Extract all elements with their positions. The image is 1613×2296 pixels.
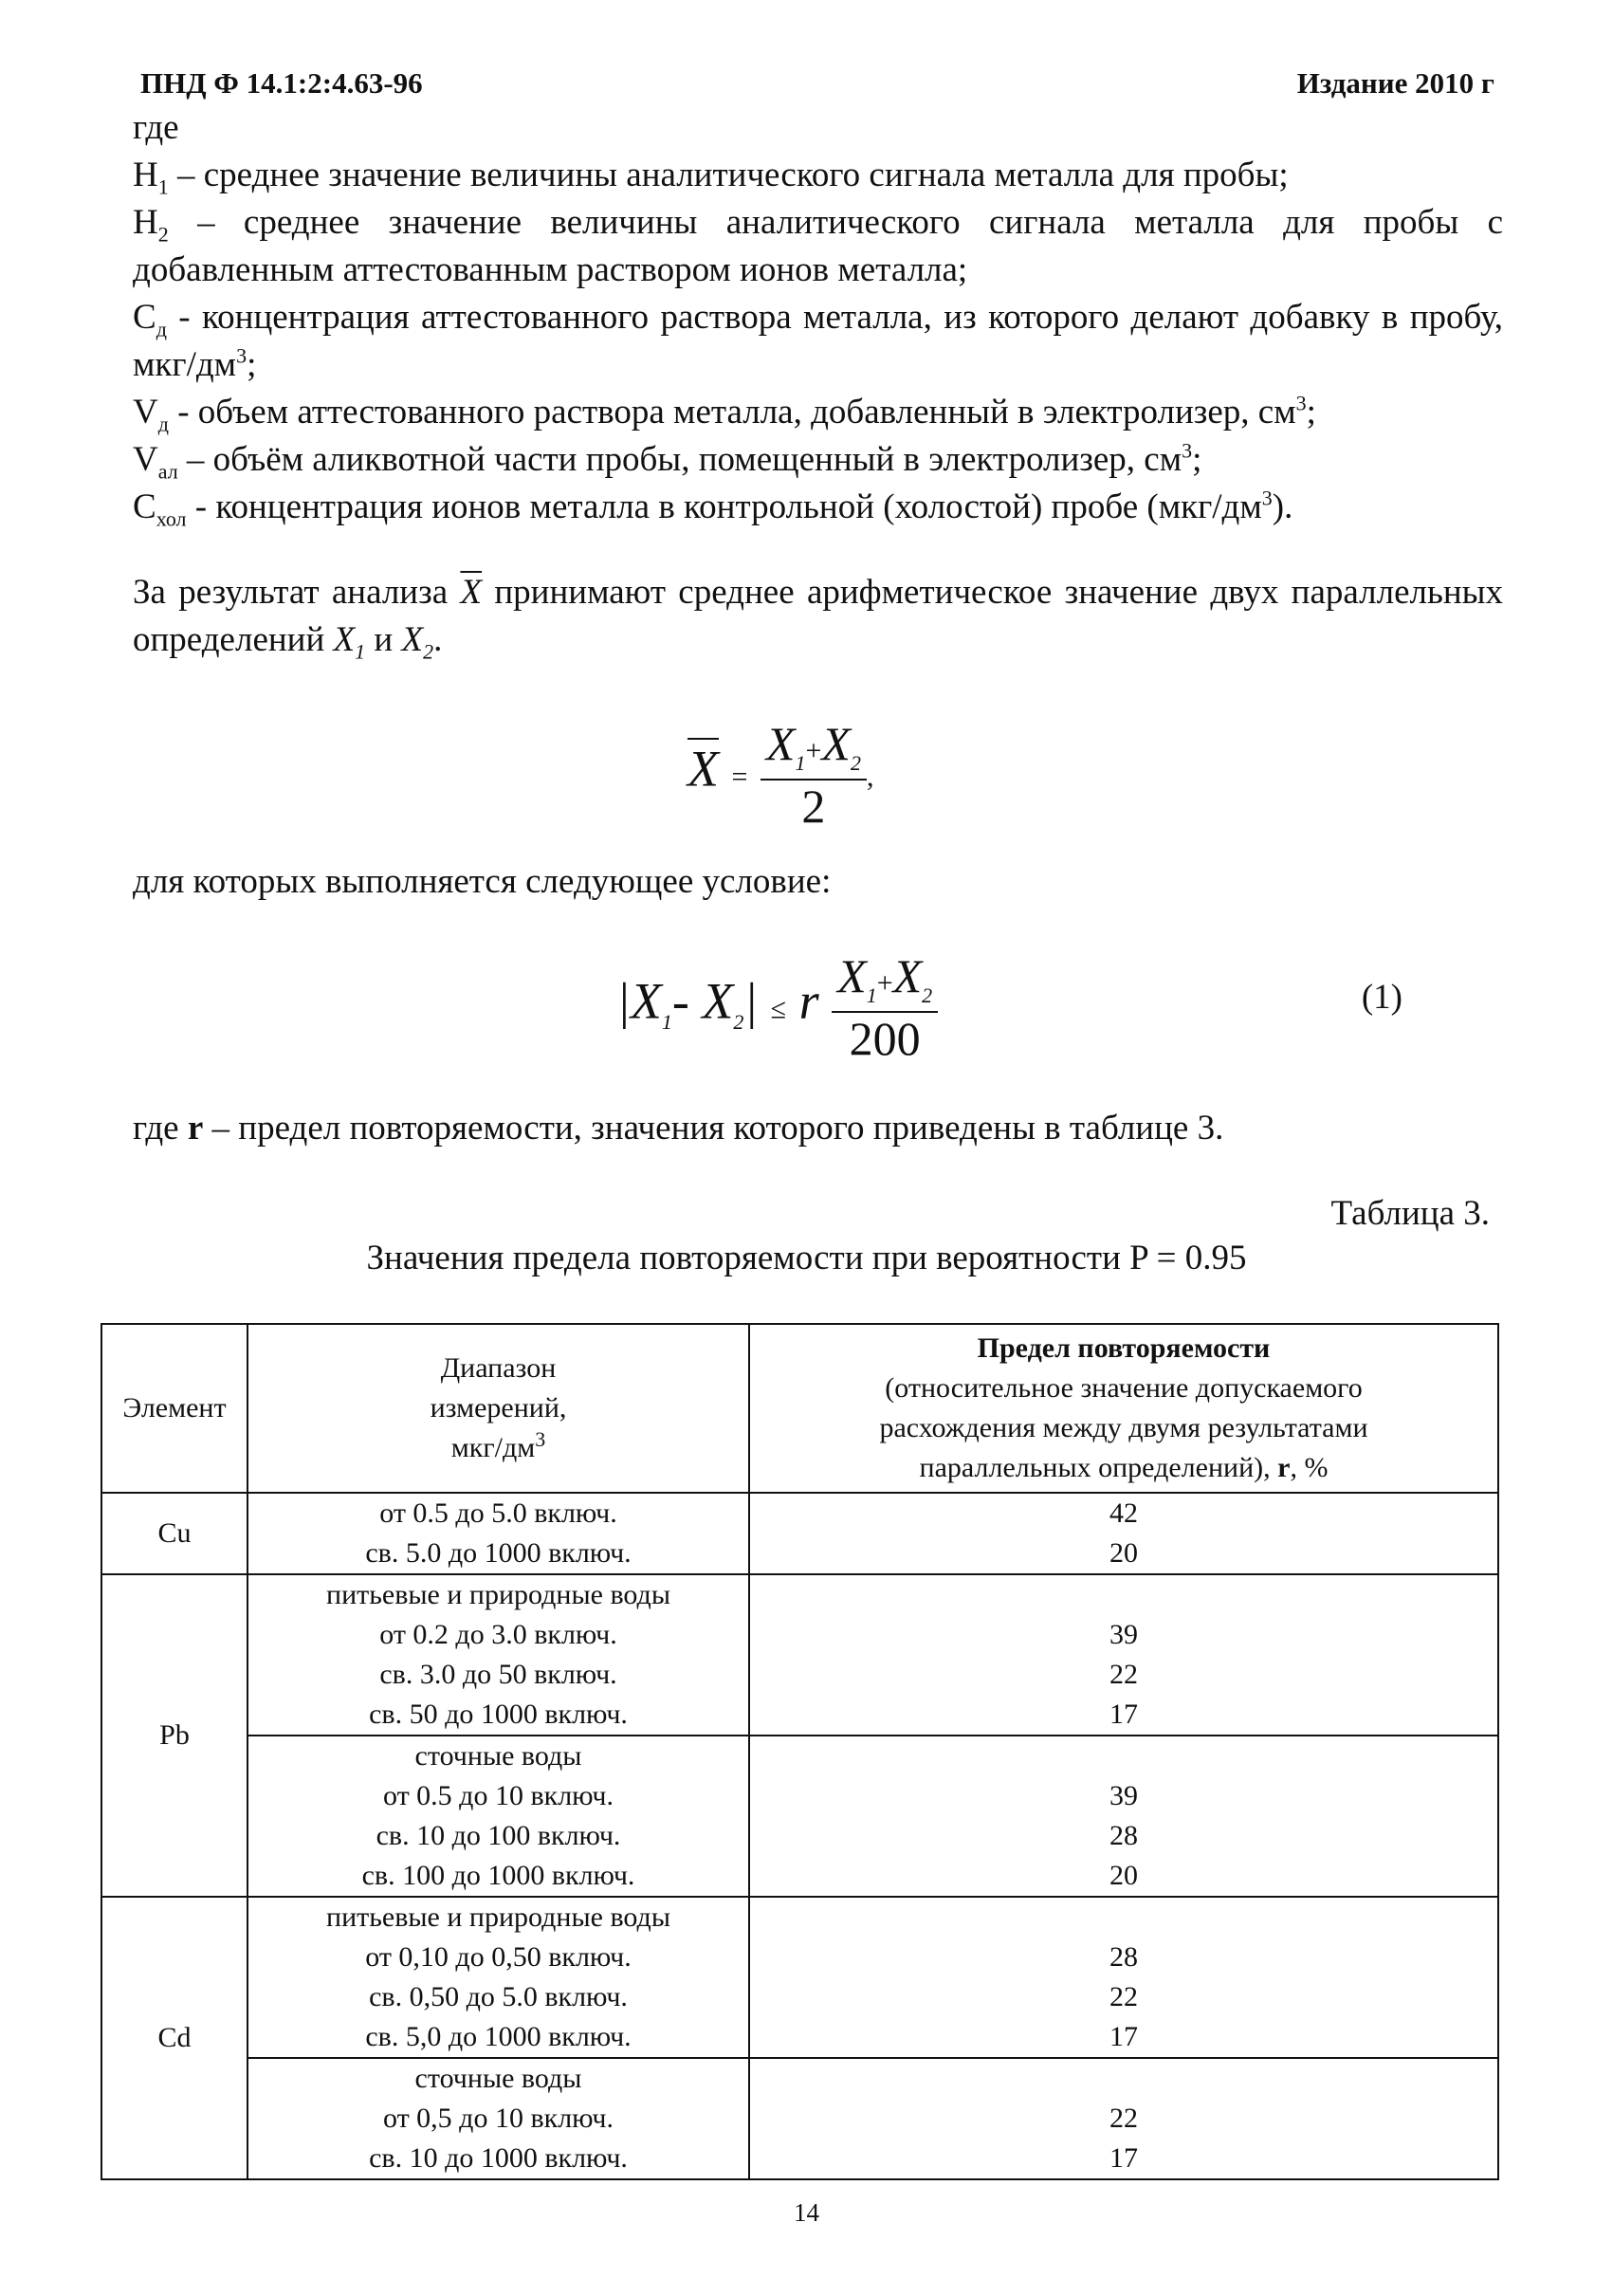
- limit-value: 20: [1109, 1860, 1138, 1891]
- table-row: [101, 1574, 1498, 1736]
- limit-value: 22: [1109, 2103, 1138, 2134]
- definition-cd: [133, 294, 1503, 389]
- subscript: 1: [355, 639, 366, 664]
- range-value: от 0,5 до 10 включ.: [382, 2103, 614, 2134]
- symbol: H: [133, 203, 158, 242]
- text: принимают среднее арифметическое значение двух параллельных определений: [133, 573, 1503, 659]
- limit-value: 17: [1109, 1699, 1138, 1730]
- x2-symbol: X: [821, 717, 851, 770]
- abs-bar: |: [743, 972, 759, 1030]
- subscript: 1: [866, 983, 877, 1007]
- definition-text: - объем аттестованного раствора металла, добавленный в электролизер, см: [168, 393, 1296, 432]
- definition-text: - концентрация ионов металла в контрольной (холостой) пробе (мкг/дм: [186, 487, 1262, 526]
- definitions-block: [133, 104, 1503, 531]
- subscript: 2: [850, 751, 861, 775]
- result-paragraph: [133, 569, 1503, 664]
- element-cell: Cu: [101, 1493, 247, 1574]
- denominator: 200: [849, 1012, 921, 1065]
- x2-symbol: X: [892, 949, 923, 1002]
- range-value: св. 5,0 до 1000 включ.: [365, 2021, 632, 2052]
- header-text: расхождения между двумя результатами: [879, 1412, 1368, 1443]
- header-limit: [749, 1324, 1498, 1493]
- range-value: от 0.5 до 5.0 включ.: [379, 1497, 617, 1529]
- subscript: 1: [661, 1010, 672, 1035]
- definition-text: – среднее значение величины аналитического сигнала металла для пробы с добавленным аттестованным раствором ионов металла;: [133, 203, 1503, 289]
- definition-text: - концентрация аттестованного раствора металла, из которого делают добавку в пробу, мкг/дм: [133, 298, 1503, 384]
- repeatability-table: [101, 1323, 1499, 2180]
- range-value: св. 50 до 1000 включ.: [369, 1699, 628, 1730]
- limit-cell: [749, 1574, 1498, 1736]
- definition-h2: [133, 199, 1503, 294]
- definition-val: [133, 436, 1503, 484]
- range-value: от 0.5 до 10 включ.: [382, 1780, 614, 1811]
- text: – предел повторяемости, значения которого приведены в таблице 3.: [203, 1109, 1224, 1148]
- range-cell: [247, 1736, 749, 1897]
- edition-label: Издание 2010 г: [1296, 66, 1494, 100]
- range-value: св. 3.0 до 50 включ.: [379, 1659, 617, 1690]
- group-title: питьевые и природные воды: [326, 1579, 670, 1610]
- range-value: от 0.2 до 3.0 включ.: [379, 1619, 617, 1650]
- definition-h1: [133, 152, 1503, 199]
- definition-text: – объём аликвотной части пробы, помещенный в электролизер, см: [177, 440, 1182, 479]
- range-value: св. 100 до 1000 включ.: [361, 1860, 635, 1891]
- punct: ;: [247, 345, 257, 384]
- limit-value: 17: [1109, 2021, 1138, 2052]
- equation-number: (1): [1361, 978, 1402, 1017]
- comma: ,: [866, 761, 874, 793]
- element-cell: Cd: [101, 1897, 247, 2179]
- header-title: Предел повторяемости: [977, 1332, 1271, 1364]
- subscript: 2: [922, 983, 933, 1007]
- group-title: питьевые и природные воды: [326, 1901, 670, 1933]
- limit-cell: [749, 1493, 1498, 1574]
- symbol: V: [133, 440, 158, 479]
- text: где: [133, 1109, 188, 1148]
- range-value: св. 10 до 1000 включ.: [369, 2142, 628, 2174]
- subscript: хол: [156, 506, 187, 531]
- superscript: 3: [1295, 391, 1307, 415]
- definition-text: – среднее значение величины аналитического сигнала металла для пробы;: [168, 156, 1289, 194]
- condition-formula: [616, 948, 938, 1064]
- subscript: д: [157, 412, 169, 436]
- r-symbol: r: [798, 972, 819, 1030]
- header-range: [247, 1324, 749, 1493]
- range-value: от 0,10 до 0,50 включ.: [365, 1941, 632, 1973]
- r-symbol: r: [1277, 1452, 1291, 1483]
- limit-cell: [749, 2058, 1498, 2179]
- limit-value: 22: [1109, 1981, 1138, 2012]
- table-title: Значения предела повторяемости при вероятности P = 0.95: [366, 1239, 1247, 1277]
- x2-symbol: X: [401, 620, 424, 659]
- table-row: [101, 1493, 1498, 1574]
- limit-value: 22: [1109, 1659, 1138, 1690]
- x1-symbol: X: [333, 620, 356, 659]
- document-code: ПНД Ф 14.1:2:4.63-96: [140, 66, 423, 100]
- abs-x1-symbol: |X: [616, 972, 662, 1030]
- limit-value: 17: [1109, 2142, 1138, 2174]
- limit-value: 20: [1109, 1537, 1138, 1569]
- x1-symbol: X: [837, 949, 867, 1002]
- x1-symbol: X: [765, 717, 796, 770]
- superscript: 3: [1182, 438, 1193, 463]
- page-number: 14: [794, 2198, 819, 2227]
- punct: .: [433, 620, 443, 659]
- limit-value: 39: [1109, 1619, 1138, 1650]
- mean-formula: [687, 716, 873, 832]
- symbol: С: [133, 298, 156, 337]
- leq-sign: ≤: [770, 993, 787, 1025]
- limit-value: 39: [1109, 1780, 1138, 1811]
- subscript: 1: [795, 751, 806, 775]
- range-value: св. 5.0 до 1000 включ.: [365, 1537, 632, 1569]
- minus-x2: - X: [671, 972, 734, 1030]
- group-title: сточные воды: [414, 2063, 582, 2094]
- punct: ).: [1272, 487, 1293, 526]
- superscript: 3: [535, 1427, 546, 1451]
- x-mean-symbol: $\overline{X}$: [460, 573, 483, 612]
- table-header-row: [101, 1324, 1498, 1493]
- condition-text: для которых выполняется следующее условие:: [133, 862, 832, 901]
- range-cell: [247, 1574, 749, 1736]
- limit-value: 42: [1109, 1497, 1138, 1529]
- subscript: 2: [157, 222, 169, 247]
- symbol: V: [133, 393, 158, 432]
- r-symbol: r: [187, 1109, 204, 1148]
- header-text: (относительное значение допускаемого: [885, 1372, 1363, 1404]
- header-text: измерений,: [430, 1392, 567, 1424]
- plus-sign: +: [805, 735, 822, 766]
- punct: ;: [1306, 393, 1316, 432]
- subscript: 2: [733, 1010, 744, 1035]
- definition-vd: [133, 389, 1503, 436]
- subscript: 1: [157, 174, 169, 199]
- x-mean-symbol: $\overline{X}$: [687, 740, 719, 798]
- fraction: [832, 948, 938, 1064]
- range-cell: [247, 1897, 749, 2058]
- range-cell: [247, 1493, 749, 1574]
- symbol: С: [133, 487, 156, 526]
- limit-value: 28: [1109, 1820, 1138, 1851]
- superscript: 3: [236, 343, 247, 368]
- limit-cell: [749, 1897, 1498, 2058]
- punct: ;: [1192, 440, 1202, 479]
- subscript: 2: [423, 639, 434, 664]
- where-label: где: [133, 108, 179, 147]
- numerator: [761, 716, 867, 781]
- limit-value: 28: [1109, 1941, 1138, 1973]
- header-text: мкг/дм: [450, 1432, 536, 1463]
- text: и: [365, 620, 402, 659]
- subscript: ал: [157, 459, 178, 484]
- table-row: [101, 1736, 1498, 1897]
- definition-chol: [133, 484, 1503, 531]
- equals-sign: =: [731, 761, 748, 793]
- range-value: св. 10 до 100 включ.: [376, 1820, 621, 1851]
- range-value: св. 0,50 до 5.0 включ.: [369, 1981, 628, 2012]
- header-text: Диапазон: [440, 1352, 557, 1384]
- fraction: [761, 716, 867, 832]
- numerator: [832, 948, 938, 1013]
- symbol: H: [133, 156, 158, 194]
- table-row: [101, 2058, 1498, 2179]
- header-element: Элемент: [101, 1324, 247, 1493]
- subscript: д: [156, 317, 167, 341]
- limit-cell: [749, 1736, 1498, 1897]
- group-title: сточные воды: [414, 1740, 582, 1772]
- range-cell: [247, 2058, 749, 2179]
- element-cell: Pb: [101, 1574, 247, 1897]
- denominator: 2: [801, 780, 826, 833]
- text: За результат анализа: [133, 573, 461, 612]
- table-row: [101, 1897, 1498, 2058]
- header-text: параллельных определений),: [919, 1452, 1278, 1483]
- table-label: Таблица 3.: [1330, 1194, 1490, 1233]
- superscript: 3: [1261, 486, 1273, 510]
- plus-sign: +: [876, 967, 893, 999]
- r-definition: [133, 1105, 1503, 1152]
- header-text: , %: [1290, 1452, 1329, 1483]
